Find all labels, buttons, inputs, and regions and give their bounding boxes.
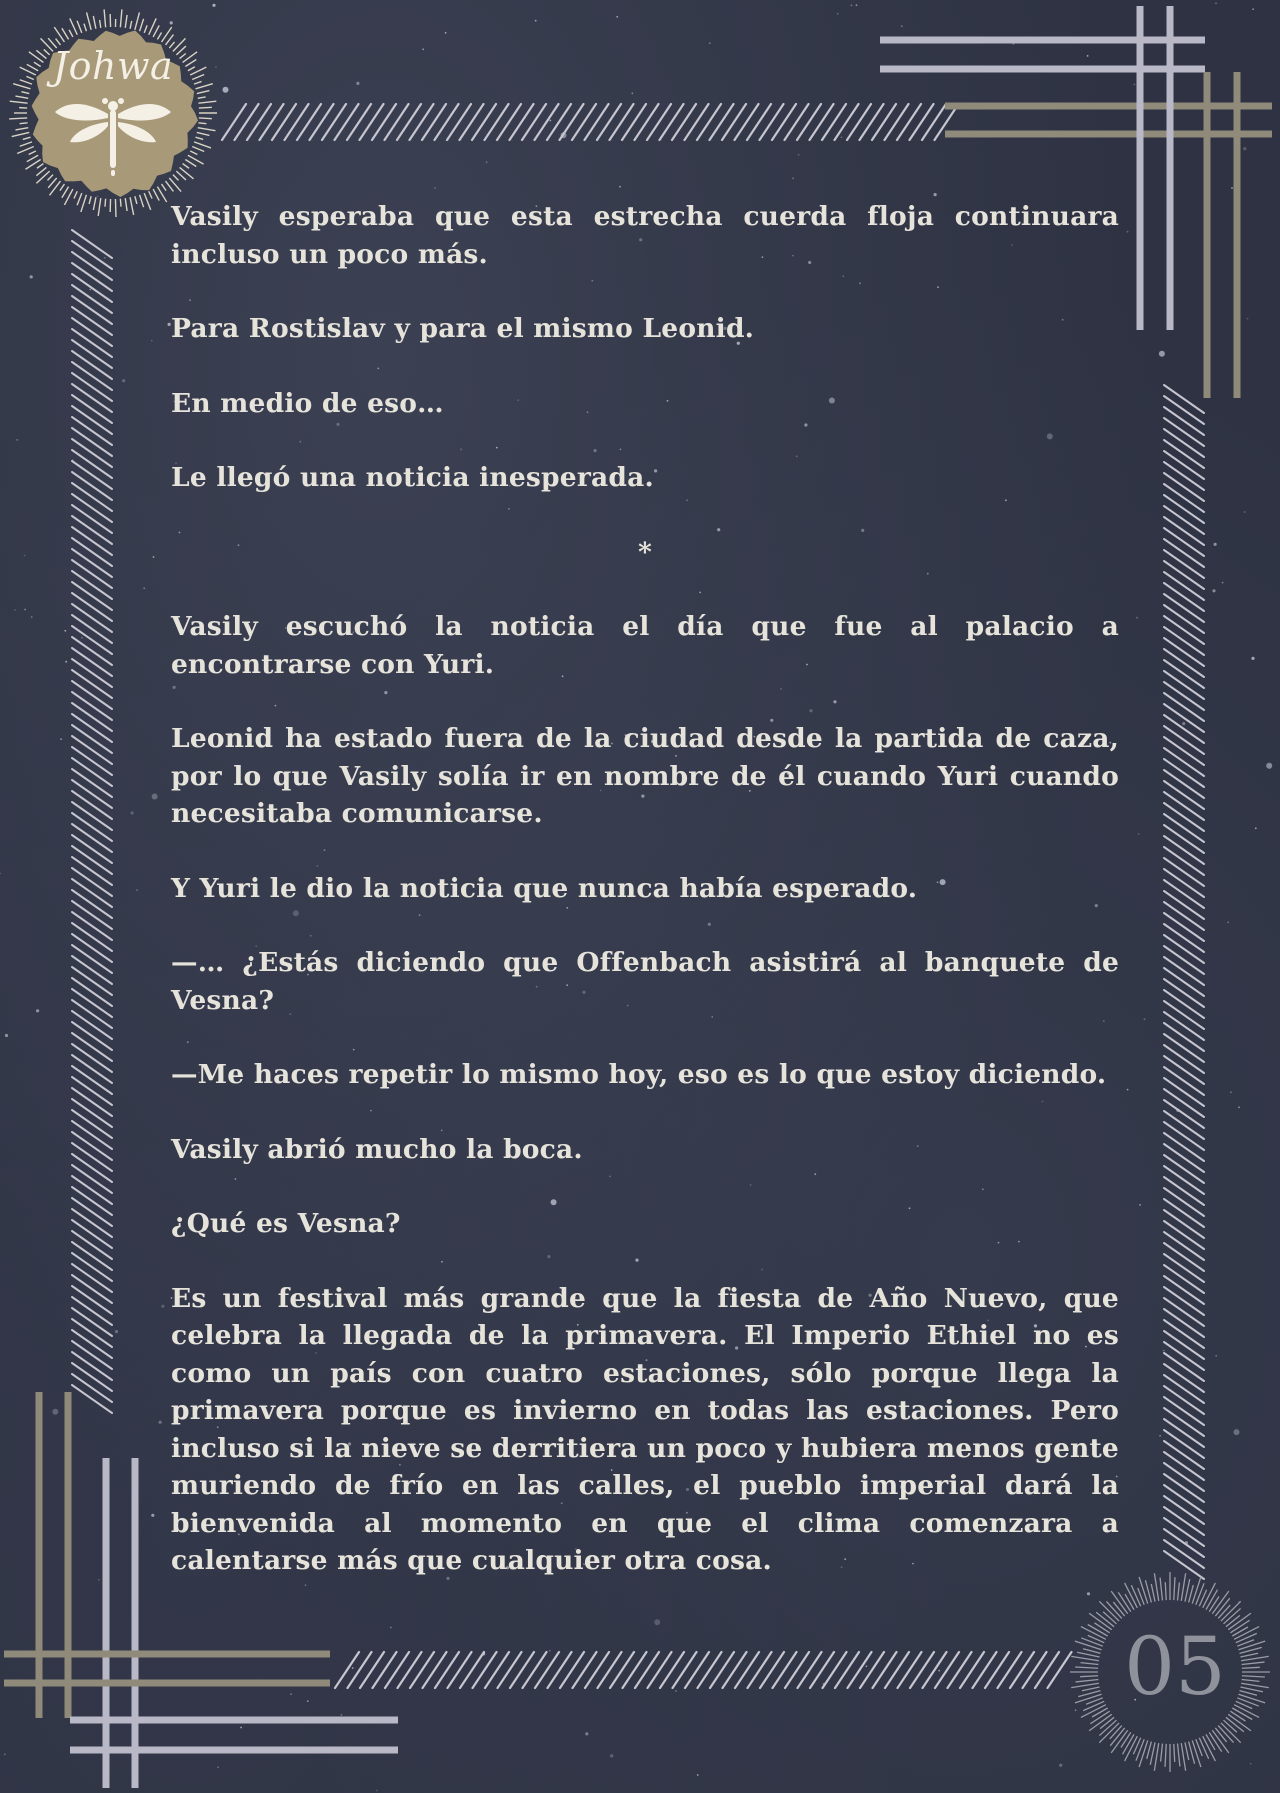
story-text <box>171 198 1119 1617</box>
paragraph: En medio de eso… <box>171 387 444 419</box>
paragraph: Le llegó una noticia inesperada. <box>171 462 654 493</box>
paragraph: Vasily escuchó la noticia el día que fue al palacio a encontrarse con Yuri. <box>171 611 1119 680</box>
dialogue-line: —… ¿Estás diciendo que Offenbach asistirá al banquete de Vesna? <box>171 947 1119 1016</box>
paragraph: Leonid ha estado fuera de la ciudad desde la partida de caza, por lo que Vasily solía ir en nombre de él cuando Yuri cuando necesitaba comunicarse. <box>171 723 1119 829</box>
paragraph: Vasily esperaba que esta estrecha cuerda floja continuara incluso un poco más. <box>171 201 1119 270</box>
paragraph: Vasily abrió mucho la boca. <box>171 1133 583 1165</box>
page-number: 05 <box>1124 1620 1226 1713</box>
logo-badge-shape <box>8 8 218 218</box>
paragraph: Para Rostislav y para el mismo Leonid. <box>171 313 755 344</box>
dialogue-line: —Me haces repetir lo mismo hoy, eso es lo que estoy diciendo. <box>171 1059 1107 1090</box>
paragraph: ¿Qué es Vesna? <box>171 1208 401 1239</box>
logo-badge <box>8 8 218 218</box>
scene-separator: * <box>637 536 653 568</box>
paragraph: Y Yuri le dio la noticia que nunca había esperado. <box>171 872 918 904</box>
paragraph: Es un festival más grande que la fiesta de Año Nuevo, que celebra la llegada de la primavera. El Imperio Ethiel no es como un país con cuatro estaciones, sólo porque llega la primavera porque es invierno en todas las estaciones. Pero incluso si la nieve se derritiera un poco y hubiera menos gente muriendo de frío en las calles, el pueblo imperial dará la bienvenida al momento en que el clima comenzara a calentarse más que cualquier otra cosa. <box>171 1282 1119 1576</box>
logo-text: Johwa <box>52 44 174 88</box>
